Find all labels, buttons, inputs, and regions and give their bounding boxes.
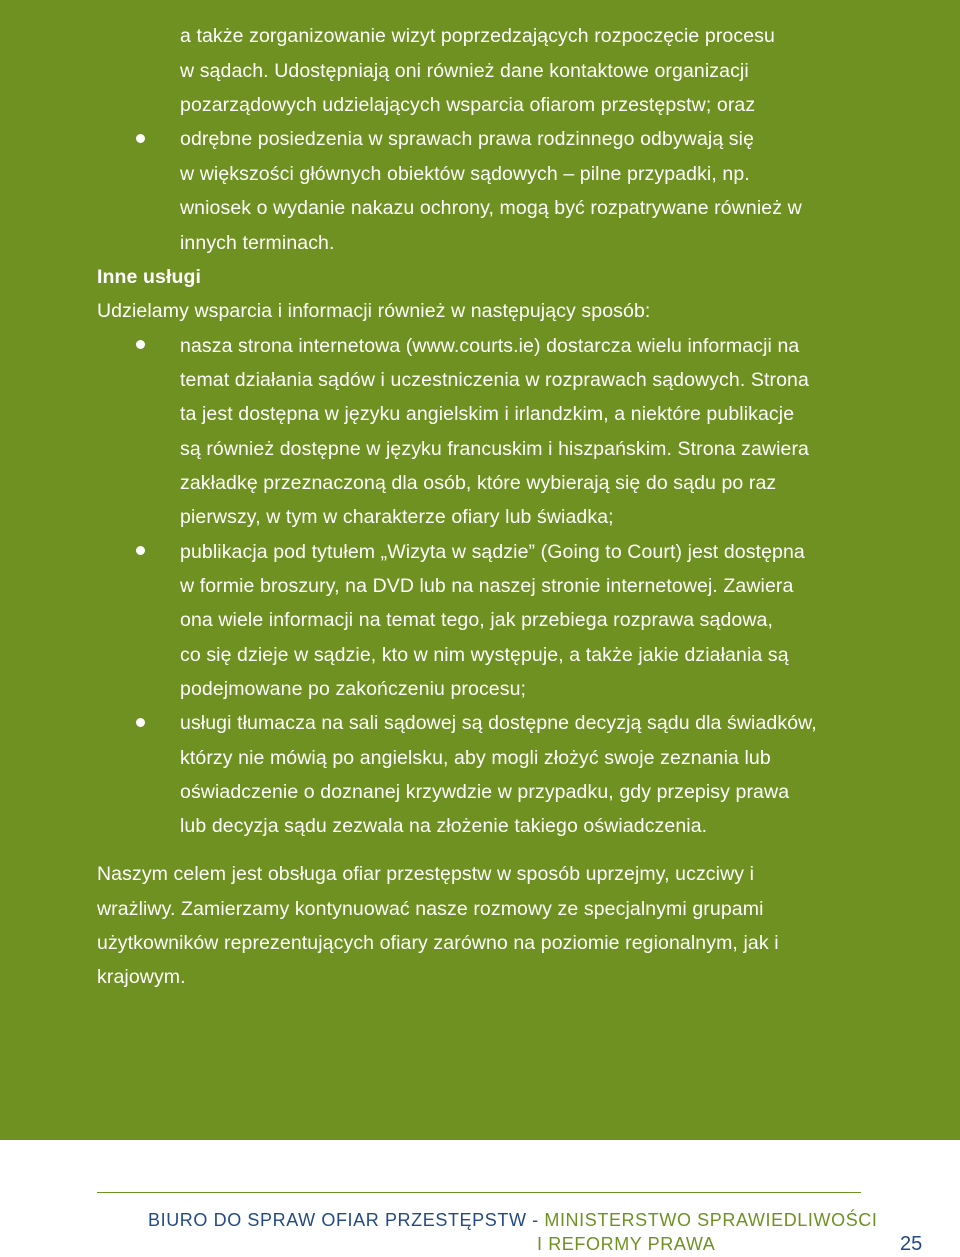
bullet1-line: temat działania sądów i uczestniczenia w rozprawach sądowych. Strona	[180, 369, 809, 391]
bullet1-line: ta jest dostępna w języku angielskim i irlandzkim, a niektóre publikacje	[180, 403, 795, 425]
intro-line: pozarządowych udzielających wsparcia ofiarom przestępstw; oraz	[180, 94, 756, 116]
page-number: 25	[900, 1233, 923, 1255]
footer-organization	[148, 1209, 878, 1231]
intro-line: a także zorganizowanie wizyt poprzedzających rozpoczęcie procesu	[180, 25, 775, 47]
closing-line: Naszym celem jest obsługa ofiar przestępstw w sposób uprzejmy, uczciwy i	[97, 863, 755, 885]
bullet2-line: co się dzieje w sądzie, kto w nim występuje, a także jakie działania są	[180, 644, 789, 666]
bullet2-line: podejmowane po zakończeniu procesu;	[180, 678, 527, 700]
section-intro: Udzielamy wsparcia i informacji również w następujący sposób:	[97, 300, 651, 322]
bullet-icon	[136, 134, 145, 143]
bullet2-line: publikacja pod tytułem „Wizyta w sądzie” (Going to Court) jest dostępna	[180, 541, 805, 563]
footer-ministry-name: MINISTERSTWO SPRAWIEDLIWOŚCI	[544, 1210, 878, 1230]
intro-line: innych terminach.	[180, 232, 335, 254]
bullet-icon	[136, 546, 145, 555]
closing-line: użytkowników reprezentujących ofiary zarówno na poziomie regionalnym, jak i	[97, 932, 779, 954]
bullet-icon	[136, 718, 145, 727]
bullet1-line: zakładkę przeznaczoną dla osób, które wybierają się do sądu po raz	[180, 472, 777, 494]
bullet2-line: ona wiele informacji na temat tego, jak przebiega rozprawa sądowa,	[180, 609, 773, 631]
bullet1-line: nasza strona internetowa (www.courts.ie) dostarcza wielu informacji na	[180, 335, 800, 357]
intro-line: odrębne posiedzenia w sprawach prawa rodzinnego odbywają się	[180, 128, 755, 150]
footer-divider	[97, 1192, 861, 1193]
bullet3-line: którzy nie mówią po angielsku, aby mogli złożyć swoje zeznania lub	[180, 747, 771, 769]
bullet3-line: oświadczenie o doznanej krzywdzie w przypadku, gdy przepisy prawa	[180, 781, 790, 803]
intro-line: w większości głównych obiektów sądowych – pilne przypadki, np.	[180, 163, 750, 185]
bullet-icon	[136, 340, 145, 349]
bullet3-line: lub decyzja sądu zezwala na złożenie takiego oświadczenia.	[180, 815, 708, 837]
section-heading: Inne usługi	[97, 266, 202, 288]
closing-line: krajowym.	[97, 966, 186, 988]
bullet2-line: w formie broszury, na DVD lub na naszej stronie internetowej. Zawiera	[180, 575, 794, 597]
bullet1-line: pierwszy, w tym w charakterze ofiary lub świadka;	[180, 506, 614, 528]
closing-line: wrażliwy. Zamierzamy kontynuować nasze rozmowy ze specjalnymi grupami	[97, 898, 764, 920]
footer-ministry-name-cont: I REFORMY PRAWA	[537, 1234, 716, 1254]
footer-office-name: BIURO DO SPRAW OFIAR PRZESTĘPSTW -	[148, 1210, 545, 1230]
intro-line: w sądach. Udostępniają oni również dane kontaktowe organizacji	[180, 60, 749, 82]
intro-line: wniosek o wydanie nakazu ochrony, mogą być rozpatrywane również w	[180, 197, 802, 219]
bullet3-line: usługi tłumacza na sali sądowej są dostępne decyzją sądu dla świadków,	[180, 712, 817, 734]
bullet1-line: są również dostępne w języku francuskim i hiszpańskim. Strona zawiera	[180, 438, 809, 460]
